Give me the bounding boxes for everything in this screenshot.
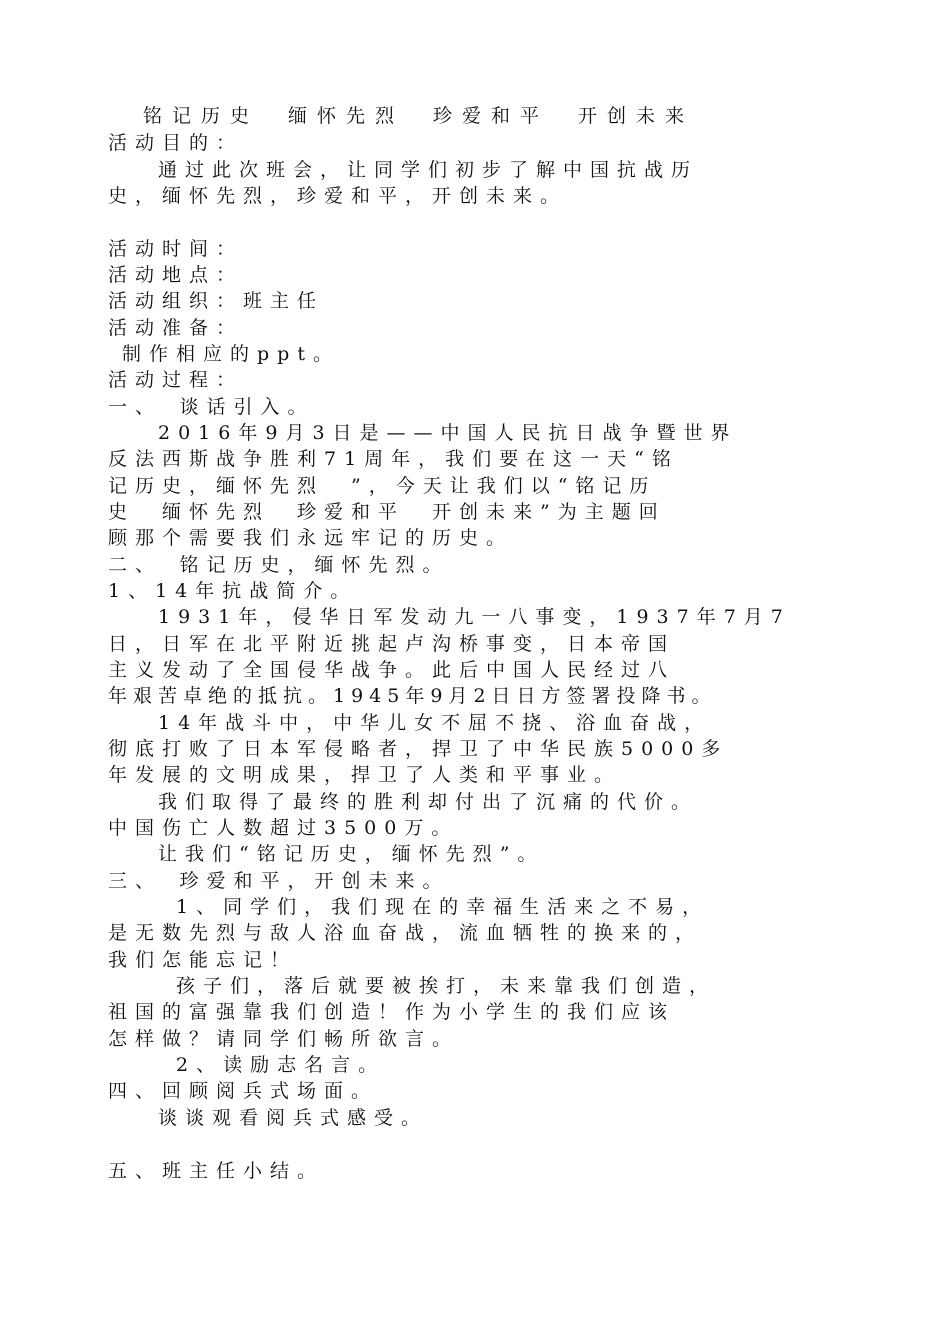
paragraph-line: 顾那个需要我们永远牢记的历史。 bbox=[108, 527, 514, 549]
subsection-heading: 1、14年抗战简介。 bbox=[108, 580, 358, 602]
heading-activity-time: 活动时间： bbox=[108, 238, 244, 260]
heading-activity-goal: 活动目的： bbox=[108, 132, 244, 154]
paragraph-line: 记历史，缅怀先烈 ”，今天让我们以“铭记历 bbox=[108, 475, 657, 497]
paragraph-line: 1、同学们，我们现在的幸福生活来之不易， bbox=[176, 896, 710, 918]
paragraph-line: 彻底打败了日本军侵略者，捍卫了中华民族5000多 bbox=[108, 738, 729, 760]
paragraph-line: 怎样做？请同学们畅所欲言。 bbox=[108, 1028, 460, 1050]
paragraph-line: 1931年，侵华日军发动九一八事变，1937年7月7 bbox=[158, 606, 791, 628]
section-heading-4: 四、回顾阅兵式场面。 bbox=[108, 1080, 379, 1102]
section-heading-3: 三、 珍爱和平，开创未来。 bbox=[108, 870, 450, 892]
section-heading-5: 五、班主任小结。 bbox=[108, 1160, 325, 1182]
paragraph-line: 史，缅怀先烈，珍爱和平，开创未来。 bbox=[108, 185, 568, 207]
heading-activity-organizer: 活动组织：班主任 bbox=[108, 290, 325, 312]
paragraph-line: 日，日军在北平附近挑起卢沟桥事变，日本帝国 bbox=[108, 633, 676, 655]
paragraph-line: 2016年9月3日是——中国人民抗日战争暨世界 bbox=[158, 422, 738, 444]
paragraph-line: 通过此次班会，让同学们初步了解中国抗战历 bbox=[158, 159, 699, 181]
heading-activity-prep: 活动准备： bbox=[108, 317, 244, 339]
paragraph-line: 中国伤亡人数超过3500万。 bbox=[108, 817, 459, 839]
paragraph-line: 是无数先烈与敌人浴血奋战，流血牺牲的换来的， bbox=[108, 922, 703, 944]
paragraph-line: 让我们“铭记历史，缅怀先烈”。 bbox=[158, 843, 545, 865]
paragraph-line: 史 缅怀先烈 珍爱和平 开创未来”为主题回 bbox=[108, 501, 666, 523]
section-heading-2: 二、 铭记历史，缅怀先烈。 bbox=[108, 554, 450, 576]
paragraph-line: 年艰苦卓绝的抵抗。1945年9月2日日方签署投降书。 bbox=[108, 685, 717, 707]
heading-activity-process: 活动过程： bbox=[108, 369, 244, 391]
paragraph-line: 年发展的文明成果，捍卫了人类和平事业。 bbox=[108, 764, 622, 786]
paragraph-line: 谈谈观看阅兵式感受。 bbox=[158, 1107, 429, 1129]
paragraph-line: 14年战斗中，中华儿女不屈不挠、浴血奋战， bbox=[158, 712, 712, 734]
paragraph-line: 反法西斯战争胜利71周年，我们要在这一天“铭 bbox=[108, 448, 679, 470]
paragraph-line: 制作相应的ppt。 bbox=[122, 343, 340, 365]
paragraph-line: 孩子们，落后就要被挨打，未来靠我们创造， bbox=[176, 975, 717, 997]
paragraph-line: 我们怎能忘记！ bbox=[108, 949, 298, 971]
paragraph-line: 祖国的富强靠我们创造！作为小学生的我们应该 bbox=[108, 1001, 676, 1023]
paragraph-line: 主义发动了全国侵华战争。此后中国人民经过八 bbox=[108, 659, 676, 681]
paragraph-line: 2、读励志名言。 bbox=[176, 1054, 386, 1076]
document-title: 铭记历史 缅怀先烈 珍爱和平 开创未来 bbox=[143, 105, 695, 127]
heading-activity-place: 活动地点： bbox=[108, 264, 244, 286]
paragraph-line: 我们取得了最终的胜利却付出了沉痛的代价。 bbox=[158, 791, 699, 813]
section-heading-1: 一、 谈话引入。 bbox=[108, 396, 315, 418]
